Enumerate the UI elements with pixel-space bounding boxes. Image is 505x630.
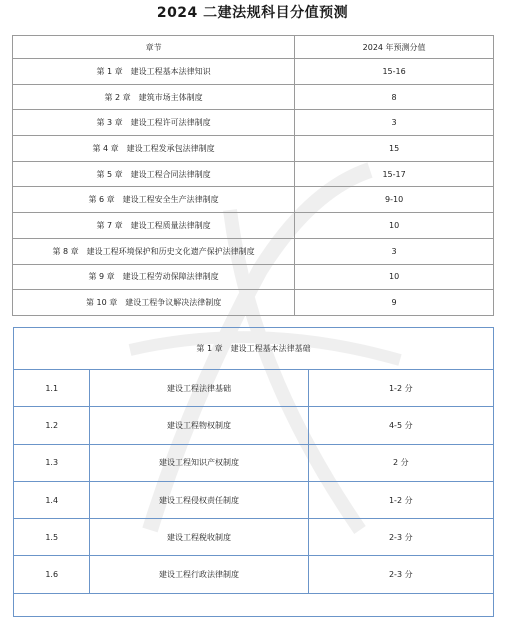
section-score-cell: 2 分 xyxy=(308,444,493,481)
table-row xyxy=(13,213,494,239)
table-row xyxy=(13,187,494,213)
section-title-cell: 建设工程行政法律制度 xyxy=(90,556,308,593)
chapter-cell: 第 2 章 建筑市场主体制度 xyxy=(13,84,295,110)
section-score-cell: 1-2 分 xyxy=(308,370,493,407)
table-row xyxy=(13,110,494,136)
score-cell: 9-10 xyxy=(295,187,494,213)
chapter-cell: 第 9 章 建设工程劳动保障法律制度 xyxy=(13,264,295,290)
column-header-score: 2024 年预测分值 xyxy=(295,36,494,59)
section-number-cell: 1.2 xyxy=(14,407,90,444)
table-row xyxy=(14,481,494,518)
table-row xyxy=(13,161,494,187)
score-cell: 15-17 xyxy=(295,161,494,187)
score-cell: 3 xyxy=(295,238,494,264)
table-row xyxy=(14,407,494,444)
section-title-cell: 建设工程物权制度 xyxy=(90,407,308,444)
table-row xyxy=(13,84,494,110)
section-number-cell: 1.1 xyxy=(14,370,90,407)
table-row xyxy=(13,290,494,316)
table-row xyxy=(14,519,494,556)
chapter-cell: 第 4 章 建设工程发承包法律制度 xyxy=(13,136,295,162)
score-cell: 3 xyxy=(295,110,494,136)
table-row xyxy=(14,370,494,407)
chapter-cell: 第 5 章 建设工程合同法律制度 xyxy=(13,161,295,187)
score-prediction-table xyxy=(12,35,494,316)
section-score-cell: 4-5 分 xyxy=(308,407,493,444)
table-row xyxy=(14,444,494,481)
section-score-cell: 2-3 分 xyxy=(308,519,493,556)
section-heading: 第 1 章 建设工程基本法律基础 xyxy=(196,344,311,353)
section-title-cell: 建设工程法律基础 xyxy=(90,370,308,407)
chapter-cell: 第 1 章 建设工程基本法律知识 xyxy=(13,59,295,85)
page-title: 2024 二建法规科目分值预测 xyxy=(156,5,349,21)
table-row xyxy=(14,556,494,593)
score-cell: 10 xyxy=(295,264,494,290)
section-score-cell: 2-3 分 xyxy=(308,556,493,593)
chapter-cell: 第 10 章 建设工程争议解决法律制度 xyxy=(13,290,295,316)
chapter-cell: 第 3 章 建设工程许可法律制度 xyxy=(13,110,295,136)
score-cell: 15-16 xyxy=(295,59,494,85)
table-row xyxy=(13,238,494,264)
section-number-cell: 1.3 xyxy=(14,444,90,481)
chapter-cell: 第 6 章 建设工程安全生产法律制度 xyxy=(13,187,295,213)
table-row xyxy=(13,136,494,162)
chapter-cell: 第 8 章 建设工程环境保护和历史文化遗产保护法律制度 xyxy=(13,238,295,264)
chapter-1-detail-table xyxy=(13,369,494,594)
section-score-cell: 1-2 分 xyxy=(308,481,493,518)
score-cell: 8 xyxy=(295,84,494,110)
section-title-cell: 建设工程侵权责任制度 xyxy=(90,481,308,518)
column-header-chapter: 章节 xyxy=(13,36,295,59)
score-cell: 9 xyxy=(295,290,494,316)
section-number-cell: 1.6 xyxy=(14,556,90,593)
score-cell: 10 xyxy=(295,213,494,239)
table-row xyxy=(13,264,494,290)
section-number-cell: 1.5 xyxy=(14,519,90,556)
table-header-row xyxy=(13,36,494,59)
score-cell: 15 xyxy=(295,136,494,162)
section-number-cell: 1.4 xyxy=(14,481,90,518)
chapter-cell: 第 7 章 建设工程质量法律制度 xyxy=(13,213,295,239)
table-row xyxy=(13,59,494,85)
section-title-cell: 建设工程税收制度 xyxy=(90,519,308,556)
section-title-cell: 建设工程知识产权制度 xyxy=(90,444,308,481)
